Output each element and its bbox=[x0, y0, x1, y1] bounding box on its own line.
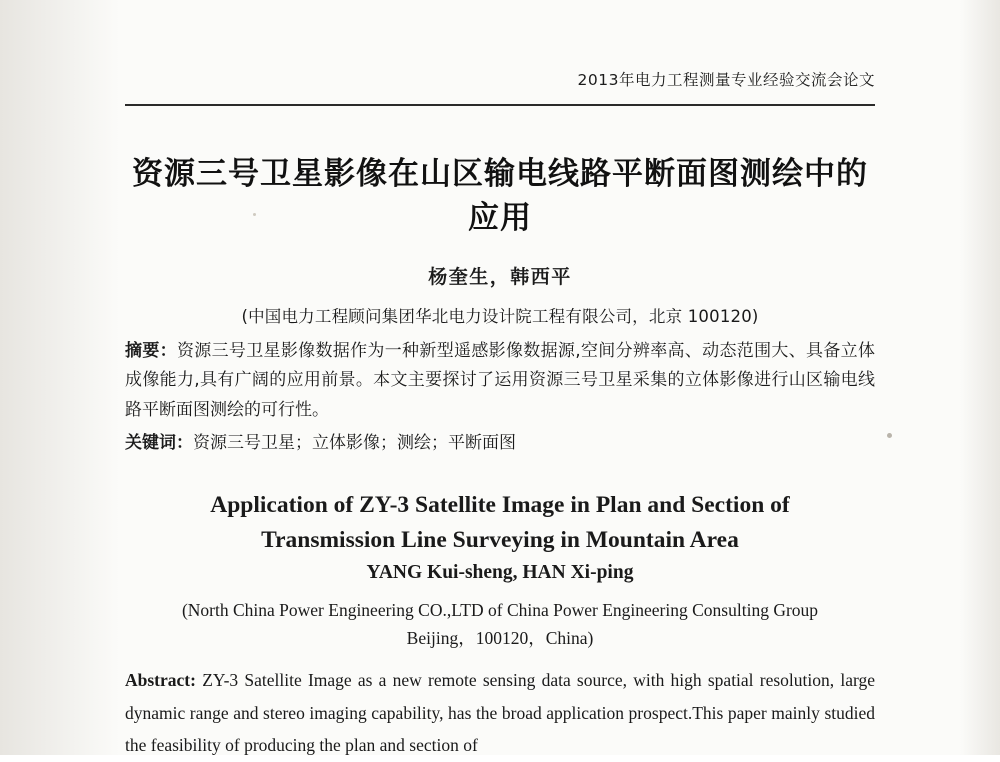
keywords-chinese bbox=[125, 429, 875, 458]
scan-speck bbox=[887, 433, 892, 438]
affiliation-chinese: (中国电力工程顾问集团华北电力设计院工程有限公司，北京 100120) bbox=[241, 307, 759, 327]
header-rule bbox=[125, 104, 875, 106]
scan-speck bbox=[253, 213, 256, 216]
affiliation-english-line2: Beijing，100120，China) bbox=[406, 628, 594, 649]
abstract-chinese bbox=[125, 337, 875, 425]
abstract-english-label: Abstract: bbox=[125, 670, 196, 691]
abstract-chinese-text: 资源三号卫星影像数据作为一种新型遥感影像数据源,空间分辨率高、动态范围大、具备立体成像能力,具有广阔的应用前景。本文主要探讨了运用资源三号卫星采集的立体影像进行山区输电线路平断面图测绘的可行性。 bbox=[125, 341, 876, 420]
affiliation-english-line1: (North China Power Engineering CO.,LTD of China Power Engineering Consulting Group bbox=[181, 600, 819, 621]
title-english-line2: Transmission Line Surveying in Mountain Area bbox=[261, 527, 739, 554]
title-english bbox=[125, 488, 875, 559]
authors-english: YANG Kui-sheng, HAN Xi-ping bbox=[366, 562, 634, 584]
affiliation-english bbox=[125, 596, 875, 652]
abstract-chinese-label: 摘要： bbox=[125, 341, 177, 362]
abstract-english bbox=[125, 664, 875, 761]
abstract-english-text: ZY-3 Satellite Image as a new remote sensing data source, with high spatial resolution, large dynamic range and stereo imaging capability, has the broad application prospect.This paper mainly studied the feasibility of producing the plan and section of bbox=[125, 670, 876, 756]
title-english-line1: Application of ZY-3 Satellite Image in Plan and Section of bbox=[210, 491, 790, 518]
page-title: 资源三号卫星影像在山区输电线路平断面图测绘中的应用 bbox=[132, 156, 868, 237]
authors-chinese: 杨奎生，韩西平 bbox=[428, 266, 572, 289]
keywords-chinese-label: 关键词： bbox=[125, 432, 193, 453]
running-head: 2013年电力工程测量专业经验交流会论文 bbox=[577, 71, 875, 89]
keywords-chinese-text: 资源三号卫星；立体影像；测绘；平断面图 bbox=[193, 432, 516, 453]
